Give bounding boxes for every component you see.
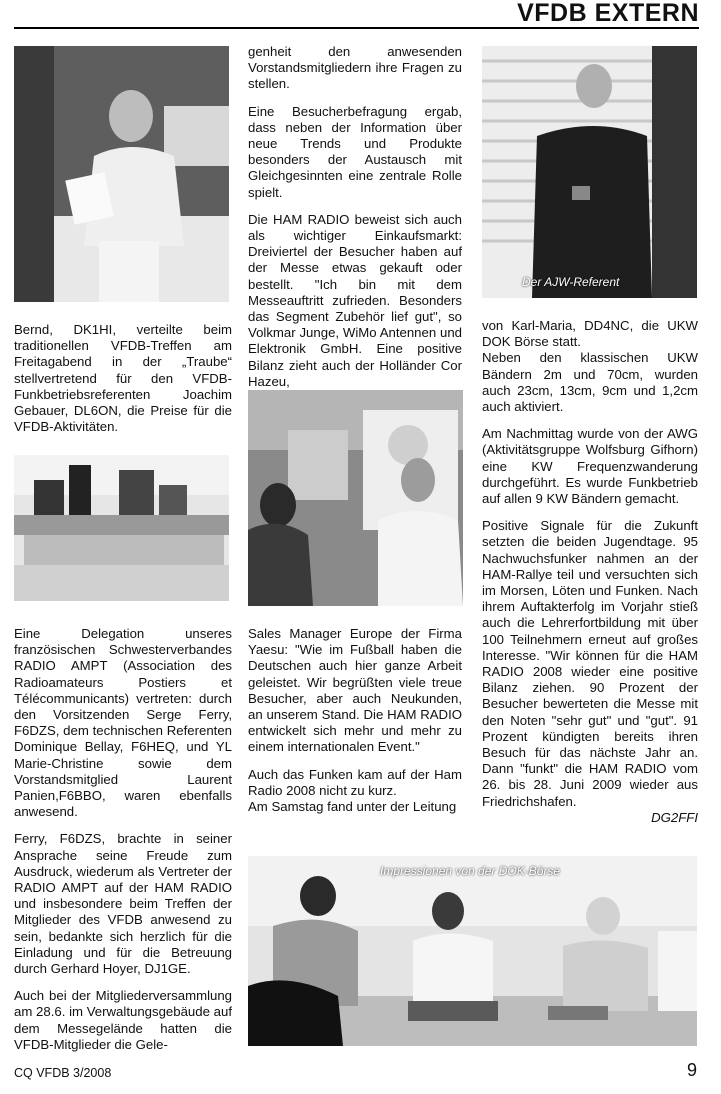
paragraph: Auch das Funken kam auf der Ham Radio 2008 nicht zu kurz. <box>248 766 462 798</box>
paragraph: genheit den anwesenden Vorstandsmitgliedern ihre Fragen zu stellen. <box>248 44 462 92</box>
photo-booth-visitors <box>248 390 463 606</box>
paragraph: Positive Signale für die Zukunft setzten die beiden Jugendtage. 95 Nachwuchsfunker nahmen an der HAM-Rallye teil und versuchten sich im Morsen, Löten und Funken. Nach ihrem Auftakterfolg im Vorjahr stieß auch die Lehrerfortbildung mit über 100 Teilnehmern erneut auf großes Interesse. "Wir können für die HAM RADIO 2008 wieder eine positive Bilanz ziehen. 90 Prozent der Besucher bewerteten die Messe mit den Noten "sehr gut" und "gut". 91 Prozent kündigten bereits ihren Besuch für das nächste Jahr an. Dann "funkt" die HAM RADIO vom 26. bis 28. Juni 2009 wieder aus Friedrichshafen. <box>482 518 698 809</box>
page-number: 9 <box>686 1060 697 1080</box>
paragraph: Neben den klassischen UKW Bändern 2m und 70cm, wurden auch 23cm, 13cm, 9cm und 1,2cm auch aktiviert. <box>482 350 698 415</box>
paragraph: Eine Delegation unseres französischen Schwesterverbandes RADIO AMPT (Association des Radioamateurs Postiers et Télécommunicants) vertreten: durch den Vorsitzenden Serge Ferry, F6DZS, dem technischen Referenten Dominique Bellay, F6HEQ, und YL Marie-Christine sowie dem Vorstandsmitglied Laurent Panien,F6BBO, waren ebenfalls anwesend. <box>14 626 232 820</box>
paragraph: Die HAM RADIO beweist sich auch als wichtiger Einkaufsmarkt: Dreiviertel der Besucher haben auf der Messe etwas gekauft oder bestellt. "Ich bin mit dem Messeauftritt zufrieden. Besonders das Segment Zubehör lief gut", so Volkmar Junge, WiMo Antennen und Elektronik GmbH. Eine positive Bilanz zieht auch der Holländer Cor Hazeu, <box>248 211 462 389</box>
column-2-lower <box>248 626 462 815</box>
paragraph: Sales Manager Europe der Firma Yaesu: "Wie im Fußball haben die Deutschen auch hier ganze Arbeit geleistet. Wir begrüßten viele treue Besucher, aber auch Neukunden, an unserem Stand. Die HAM RADIO entwickelt sich mehr und mehr zu einem internationalen Event." <box>248 626 462 755</box>
author-signature: DG2FFI <box>651 809 698 825</box>
photo-speaker-bernd <box>14 46 229 302</box>
paragraph: Ferry, F6DZS, brachte in seiner Ansprache seine Freude zum Ausdruck, wiederum als Vertreter der RADIO AMPT auf der HAM RADIO und insbesondere beim Treffen der Mitglieder des VFDB anwesend zu sein, bedankte sich herzlich für die Einladung und für die Betreuung durch Gerhard Hoyer, DJ1GE. <box>14 831 232 977</box>
section-header: VFDB EXTERN <box>517 0 699 27</box>
column-3 <box>482 318 698 826</box>
photo-ajw-referent <box>482 46 697 298</box>
column-1 <box>14 322 232 446</box>
column-2 <box>248 44 462 390</box>
footer-issue: CQ VFDB 3/2008 <box>14 1066 112 1080</box>
paragraph: Am Nachmittag wurde von der AWG (Aktivitätsgruppe Wolfsburg Gifhorn) eine KW Frequenzwanderung durchgeführt. Es wurde Funkbetrieb auf allen 9 KW Bändern gemacht. <box>482 426 698 507</box>
photo-dok-boerse <box>248 856 697 1046</box>
paragraph: Bernd, DK1HI, verteilte beim traditionellen VFDB-Treffen am Freitagabend in der „Traube“ stellvertretend für den VFDB-Funkbetriebsreferenten Joachim Gebauer, DL6ON, die Preise für die VFDB-Aktivitäten. <box>14 322 232 435</box>
column-1-lower <box>14 626 232 1053</box>
caption-dok-boerse: Impressionen von der DOK-Börse <box>380 864 561 878</box>
paragraph: Auch bei der Mitgliederversammlung am 28.6. im Verwaltungsgebäude auf dem Messegelände hatten die VFDB-Mitglieder die Gele- <box>14 988 232 1052</box>
paragraph: Am Samstag fand unter der Leitung <box>248 799 457 815</box>
caption-ajw-referent: Der AJW-Referent <box>522 275 620 289</box>
paragraph: Eine Besucherbefragung ergab, dass neben der Information über neue Trends und Produkte besonders der Austausch mit Gleichgesinnten eine zentrale Rolle spielt. <box>248 103 462 200</box>
photo-vintage-radios <box>14 455 229 601</box>
header-rule <box>14 27 699 29</box>
paragraph: von Karl-Maria, DD4NC, die UKW DOK Börse statt. <box>482 318 698 350</box>
